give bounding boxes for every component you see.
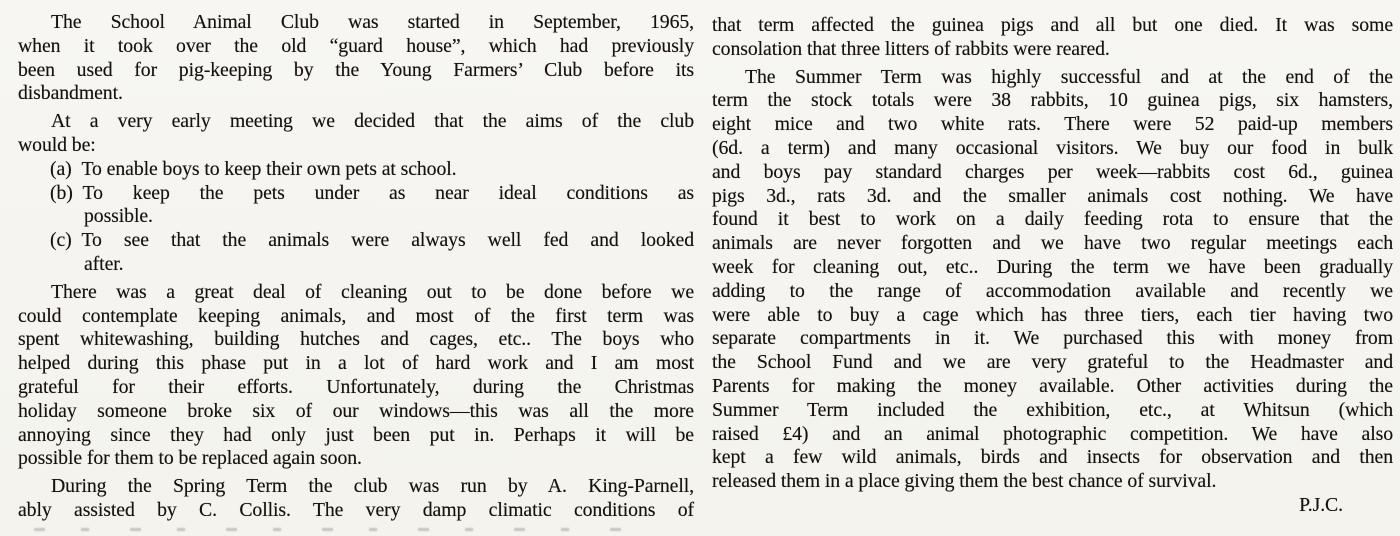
text-line: At a very early meeting we decided that the aims of the club <box>51 110 694 133</box>
text-line: possible for them to be replaced again soon. <box>18 447 362 470</box>
text-line: P.J.C. <box>1299 493 1343 516</box>
text-line: the School Fund and we are very grateful to the Headmaster and <box>712 351 1393 374</box>
text-line: when it took over the old “guard house”, which had previously <box>18 34 694 57</box>
text-line: animals are never forgotten and we have two regular meetings each <box>712 232 1393 255</box>
text-line: Parents for making the money available. Other activities during the <box>712 374 1393 397</box>
text-line: ably assisted by C. Collis. The very damp climatic conditions of <box>18 498 694 521</box>
text-line: helped during this phase put in a lot of hard work and I am most <box>18 352 694 375</box>
text-line: term the stock totals were 38 rabbits, 10 guinea pigs, six hamsters, <box>712 89 1393 112</box>
text-line: (a) To enable boys to keep their own pets at school. <box>50 157 457 180</box>
text-line: and boys pay standard charges per week—rabbits cost 6d., guinea <box>712 160 1393 183</box>
text-line: kept a few wild animals, birds and insects for observation and then <box>712 446 1393 469</box>
text-line: found it best to work on a daily feeding rota to ensure that the <box>712 208 1393 231</box>
text-line: week for cleaning out, etc.. During the term we have been gradually <box>712 255 1393 278</box>
text-line: There was a great deal of cleaning out to be done before we <box>51 280 694 303</box>
text-line: would be: <box>18 133 96 156</box>
text-line: holiday someone broke six of our windows—this was all the more <box>18 399 694 422</box>
text-line: adding to the range of accommodation available and recently we <box>712 279 1393 302</box>
page-bottom-cutoff-artifact <box>34 528 624 531</box>
text-line: separate compartments in it. We purchased this with money from <box>712 327 1393 350</box>
text-line: were able to buy a cage which has three tiers, each tier having two <box>712 303 1393 326</box>
text-line: annoying since they had only just been put in. Perhaps it will be <box>18 423 694 446</box>
text-line: eight mice and two white rats. There were 52 paid-up members <box>712 113 1393 136</box>
article-column-left <box>18 11 694 523</box>
text-line: raised £4) and an animal photographic competition. We have also <box>712 422 1393 445</box>
text-line: possible. <box>84 205 153 228</box>
text-line: (c) To see that the animals were always well fed and looked <box>50 229 694 252</box>
text-line: been used for pig-keeping by the Young Farmers’ Club before its <box>18 58 694 81</box>
text-line: that term affected the guinea pigs and all but one died. It was some <box>712 14 1393 36</box>
text-line: The Summer Term was highly successful and at the end of the <box>745 65 1393 88</box>
text-line: During the Spring Term the club was run by A. King-Parnell, <box>51 475 694 498</box>
text-line: spent whitewashing, building hutches and cages, etc.. The boys who <box>18 328 694 351</box>
text-line: The School Animal Club was started in September, 1965, <box>51 11 694 33</box>
text-line: (b) To keep the pets under as near ideal conditions as <box>50 181 694 204</box>
text-line: (6d. a term) and many occasional visitors. We buy our food in bulk <box>712 136 1393 159</box>
text-line: after. <box>84 252 124 275</box>
text-line: released them in a place giving them the best chance of survival. <box>712 470 1217 493</box>
text-line: disbandment. <box>18 82 123 105</box>
text-line: could contemplate keeping animals, and most of the first term was <box>18 304 694 327</box>
text-line: consolation that three litters of rabbits were reared. <box>712 37 1110 60</box>
text-line: grateful for their efforts. Unfortunately, during the Christmas <box>18 375 694 398</box>
text-line: pigs 3d., rats 3d. and the smaller animals cost nothing. We have <box>712 184 1393 207</box>
text-line: Summer Term included the exhibition, etc., at Whitsun (which <box>712 398 1393 421</box>
article-column-right <box>712 14 1393 518</box>
